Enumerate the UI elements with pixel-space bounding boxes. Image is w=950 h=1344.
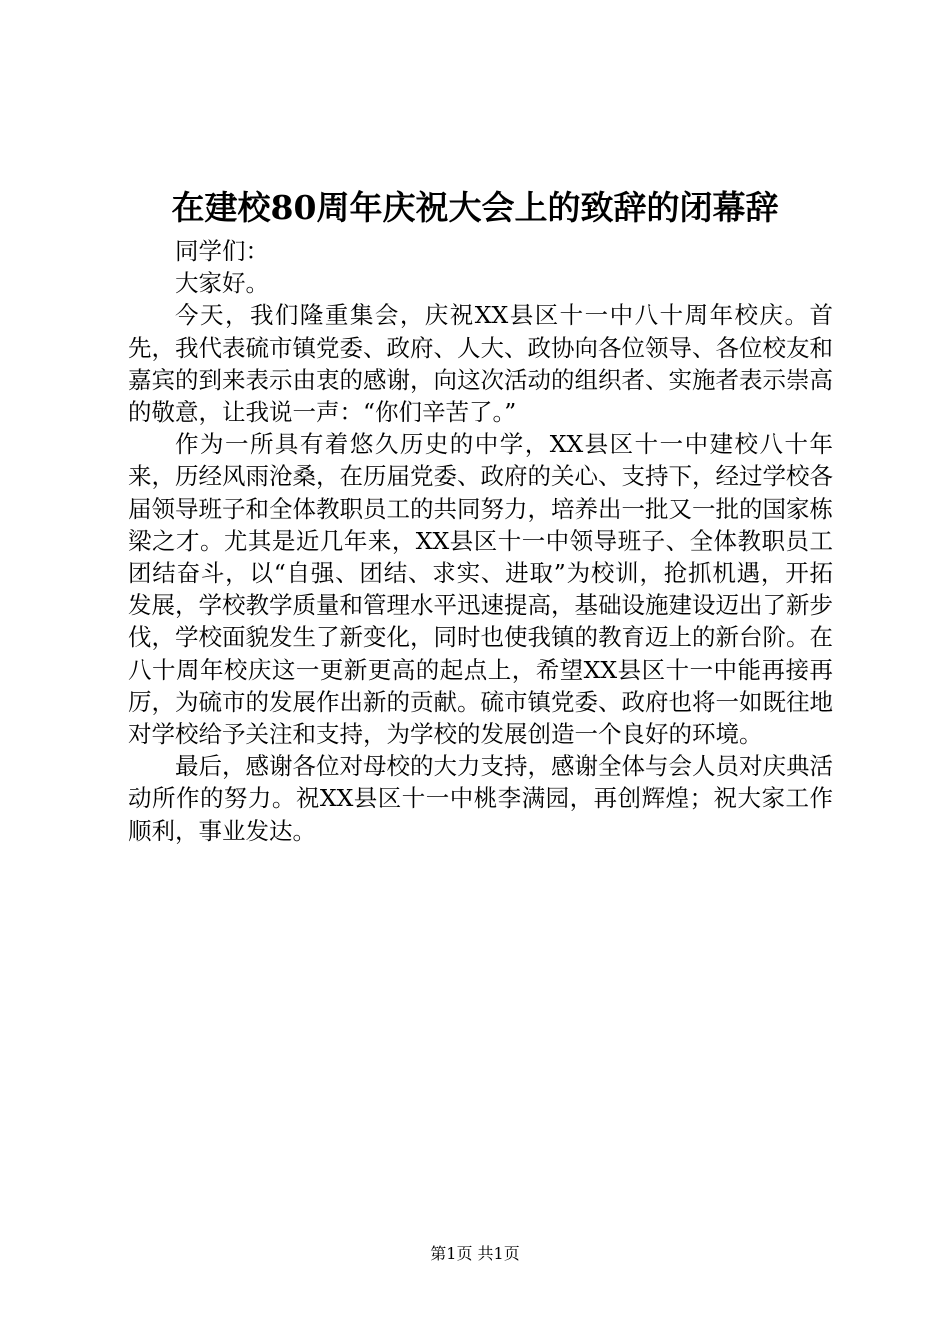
document-title: 在建校80周年庆祝大会上的致辞的闭幕辞 <box>171 188 779 227</box>
document-body <box>128 235 833 847</box>
closing-paragraph: 最后，感谢各位对母校的大力支持，感谢全体与会人员对庆典活动所作的努力。祝XX县区十一中桃李满园，再创辉煌；祝大家工作顺利，事业发达。 <box>128 752 833 845</box>
body-paragraph: 今天，我们隆重集会，庆祝XX县区十一中八十周年校庆。首先，我代表硫市镇党委、政府、人大、政协向各位领导、各位校友和嘉宾的到来表示由衷的感谢，向这次活动的组织者、实施者表示崇高的敬意，让我说一声：“你们辛苦了。” <box>128 301 833 427</box>
greeting-paragraph: 大家好。 <box>175 269 269 298</box>
body-paragraph: 作为一所具有着悠久历史的中学，XX县区十一中建校八十年来，历经风雨沧桑，在历届党委、政府的关心、支持下，经过学校各届领导班子和全体教职员工的共同努力，培养出一批又一批的国家栋梁之才。尤其是近几年来，XX县区十一中领导班子、全体教职员工团结奋斗，以“自强、团结、求实、进取”为校训，抢抓机遇，开拓发展，学校教学质量和管理水平迅速提高，基础设施建设迈出了新步伐，学校面貌发生了新变化，同时也使我镇的教育迈上的新台阶。在八十周年校庆这一更新更高的起点上，希望XX县区十一中能再接再厉，为硫市的发展作出新的贡献。硫市镇党委、政府也将一如既往地对学校给予关注和支持，为学校的发展创造一个良好的环境。 <box>128 430 833 749</box>
page-footer: 第1页 共1页 <box>430 1244 520 1263</box>
salutation-paragraph: 同学们： <box>175 237 269 265</box>
